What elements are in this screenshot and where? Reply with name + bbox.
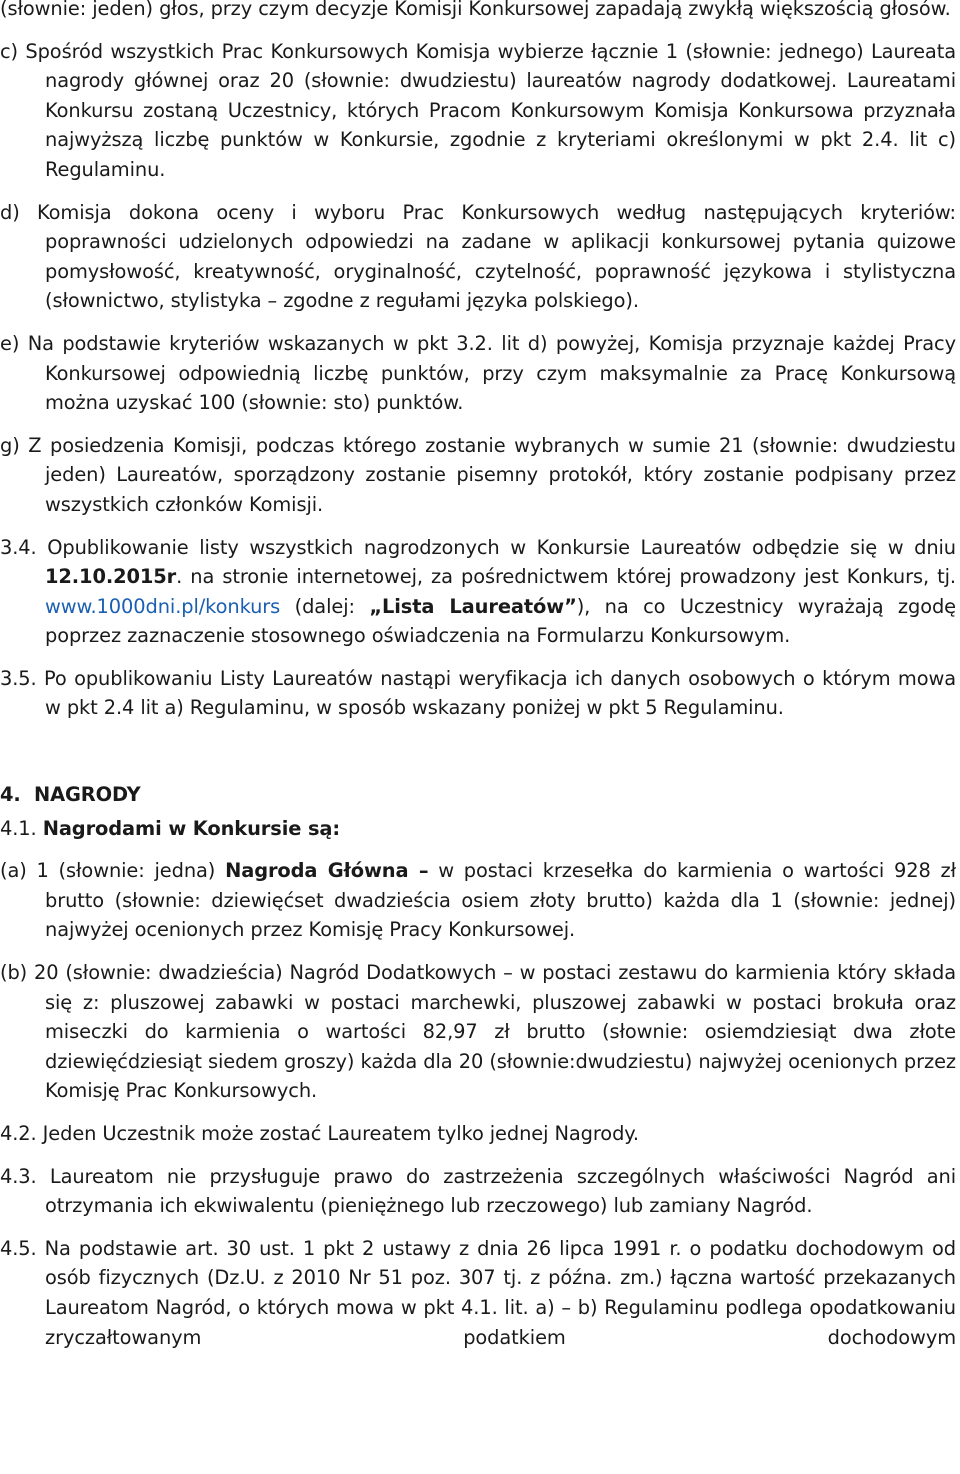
paragraph-3-2-e: [0, 329, 956, 418]
prize-item-b: [0, 958, 956, 1106]
prize-item-a: [0, 856, 956, 945]
section-spacer: [0, 736, 956, 780]
paragraph-continuation: [0, 0, 956, 24]
paragraph-3-4: [0, 533, 956, 651]
defined-term-lista-laureatow: „Lista Laureatów”: [369, 594, 577, 618]
paragraph-text: w postaci krzesełka do karmienia o wartości 928 zł brutto (słownie: dziewięćset dwadzieścia osiem złoty brutto) każda dla 1 (słownie: jednej) najwyżej ocenionych przez Komisję Pracy Konkursowej.: [45, 859, 956, 942]
paragraph-4-5: [0, 1234, 956, 1352]
section-4-heading: 4. NAGRODY: [0, 783, 141, 807]
paragraph-text: 4.5. Na podstawie art. 30 ust. 1 pkt 2 ustawy z dnia 26 lipca 1991 r. o podatku dochodowym od osób fizycznych (Dz.U. z 2010 Nr 51 poz. 307 tj. z późna. zm.) łączna wartość przekazanych Laureatom Nagród, o których mowa w pkt 4.1. lit. a) – b) Regulaminu podlega opodatkowaniu zryczałtowanym podatkiem dochodowym: [0, 1236, 956, 1349]
paragraph-text: 4.3. Laureatom nie przysługuje prawo do zastrzeżenia szczególnych właściwości Nagród ani otrzymania ich ekwiwalentu (pieniężnego lub rzeczowego) lub zamiany Nagród.: [0, 1164, 956, 1218]
paragraph-text: c) Spośród wszystkich Prac Konkursowych Komisja wybierze łącznie 1 (słownie: jednego) Laureata nagrody głównej oraz 20 (słownie: dwudziestu) laureatów nagrody dodatkowej. Laureatami Konkursu zostaną Uczestnicy, których Pracom Konkursowym Komisja Konkursowa przyznała najwyższą liczbę punktów w Konkursie, zgodnie z kryteriami określonymi w pkt 2.4. lit c) Regulaminu.: [0, 39, 956, 181]
paragraph-text: ), na co Uczestnicy wyrażają zgodę poprzez zaznaczenie stosownego oświadczenia na Formularzu Konkursowym.: [45, 594, 956, 648]
paragraph-4-2: [0, 1119, 956, 1149]
paragraph-3-2-d: [0, 198, 956, 316]
paragraph-text: (a) 1 (słownie: jedna): [0, 859, 226, 883]
subsection-number: 4.1.: [0, 816, 37, 840]
paragraph-text: 3.5. Po opublikowaniu Listy Laureatów nastąpi weryfikacja ich danych osobowych o którym mowa w pkt 2.4 lit a) Regulaminu, w sposób wskazany poniżej w pkt 5 Regulaminu.: [0, 666, 956, 720]
paragraph-text: g) Z posiedzenia Komisji, podczas którego zostanie wybranych w sumie 21 (słownie: dwudziestu jeden) Laureatów, sporządzony zostanie pisemny protokół, który zostanie podpisany przez wszystkich członków Komisji.: [0, 433, 956, 516]
paragraph-number: 3.4.: [0, 535, 37, 559]
paragraph-3-2-g: [0, 431, 956, 520]
main-prize-label: Nagroda Główna –: [225, 859, 429, 883]
contest-website-link[interactable]: www.1000dni.pl/konkurs: [45, 594, 281, 618]
paragraph-3-2-c: [0, 37, 956, 185]
paragraph-text: (b) 20 (słownie: dwadzieścia) Nagród Dodatkowych – w postaci zestawu do karmienia który składa się z: pluszowej zabawki w postaci marchewki, pluszowej zabawki w postaci brokuła oraz miseczki do karmienia o wartości 82,97 zł brutto (słownie: osiemdziesiąt dwa złote dziewięćdziesiąt siedem groszy) każda dla 20 (słownie:dwudziestu) najwyżej ocenionych przez Komisję Prac Konkursowych.: [0, 961, 956, 1103]
paragraph-text: e) Na podstawie kryteriów wskazanych w pkt 3.2. lit d) powyżej, Komisja przyznaje każdej Pracy Konkursowej odpowiednią liczbę punktów, przy czym maksymalnie za Pracę Konkursową można uzyskać 100 (słownie: sto) punktów.: [0, 331, 956, 415]
paragraph-text: 4.2. Jeden Uczestnik może zostać Laureatem tylko jednej Nagrody.: [0, 1122, 639, 1145]
paragraph-text: (dalej:: [280, 594, 370, 618]
publication-date: 12.10.2015r: [45, 565, 177, 589]
paragraph-text: Opublikowanie listy wszystkich nagrodzonych w Konkursie Laureatów odbędzie się w dniu: [36, 535, 956, 559]
paragraph-text: (słownie: jeden) głos, przy czym decyzje Komisji Konkursowej zapadają zwykłą większością głosów.: [0, 0, 951, 20]
paragraph-3-5: [0, 664, 956, 723]
subsection-4-1-heading: [0, 814, 956, 844]
paragraph-text: . na stronie internetowej, za pośrednictwem której prowadzony jest Konkurs, tj.: [176, 565, 956, 589]
paragraph-4-3: [0, 1162, 956, 1221]
paragraph-text: d) Komisja dokona oceny i wyboru Prac Konkursowych według następujących kryteriów: poprawności udzielonych odpowiedzi na zadane w aplikacji konkursowej pytania quizowe pomysłowość, kreatywność, oryginalność, czytelność, poprawność językowa i stylistyczna (słownictwo, stylistyka – zgodne z regułami języka polskiego).: [0, 200, 956, 313]
subsection-title: Nagrodami w Konkursie są:: [42, 816, 341, 840]
